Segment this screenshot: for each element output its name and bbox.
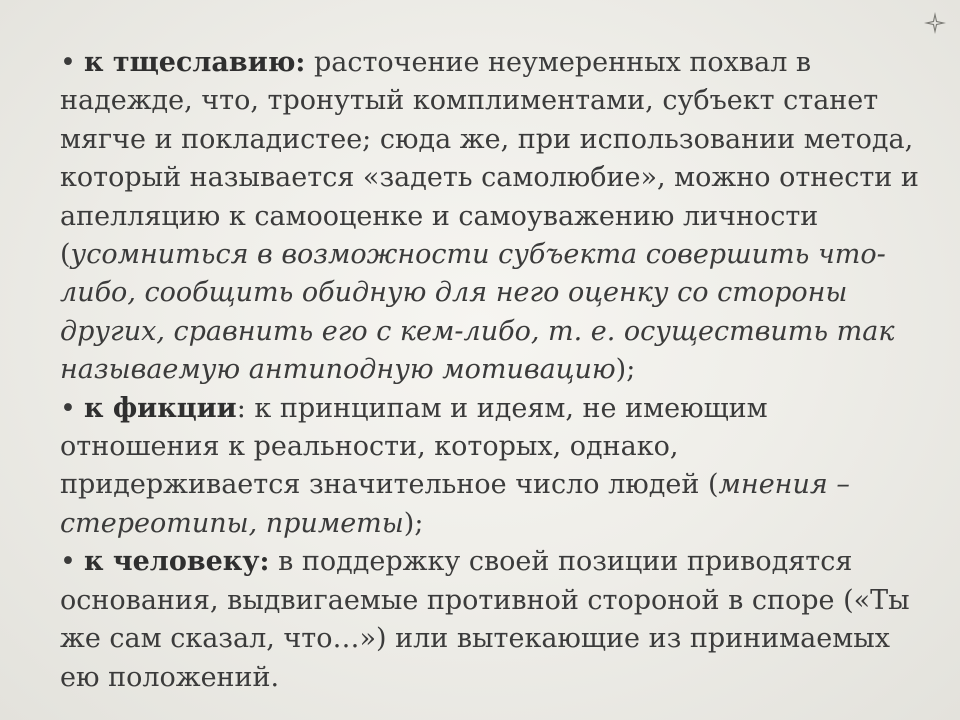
bullet-item-person: [60, 543, 920, 697]
bullet-text: : к принципам и идеям, не имеющим отношения к реальности, которых, однако, придерживается значительное число людей (: [60, 392, 768, 501]
slide-body: [60, 44, 920, 697]
bullet-icon: •: [60, 392, 76, 424]
bullet-icon: •: [60, 47, 76, 78]
bullet-term: к человеку:: [83, 546, 270, 578]
corner-ornament-icon: [922, 10, 948, 36]
bullet-term: к тщеславию:: [83, 47, 306, 78]
bullet-tail: );: [615, 354, 636, 386]
bullet-example: усомниться в возможности субъекта совершить что-либо, сообщить обидную для него оценку со стороны других, сравнить его с кем-либо, т. е. осуществить так называемую антиподную мотивацию: [60, 239, 895, 386]
bullet-item-vanity: [60, 44, 920, 390]
bullet-item-fiction: [60, 390, 920, 544]
bullet-term: к фикции: [83, 392, 237, 424]
bullet-text: в поддержку своей позиции приводятся основания, выдвигаемые противной стороной в споре («Ты же сам сказал, что…») или вытекающие из принимаемых ею положений.: [60, 546, 910, 693]
bullet-icon: •: [60, 546, 76, 578]
bullet-text: расточение неумеренных похвал в надежде, что, тронутый комплиментами, субъект станет мягче и покладистее; сюда же, при использовании метода, который называется «задеть самолюбие», можно отнести и апелляцию к самооценке и самоуважению личности (: [60, 47, 919, 271]
bullet-example: мнения – стереотипы, приметы: [60, 469, 850, 539]
bullet-tail: );: [403, 507, 424, 539]
